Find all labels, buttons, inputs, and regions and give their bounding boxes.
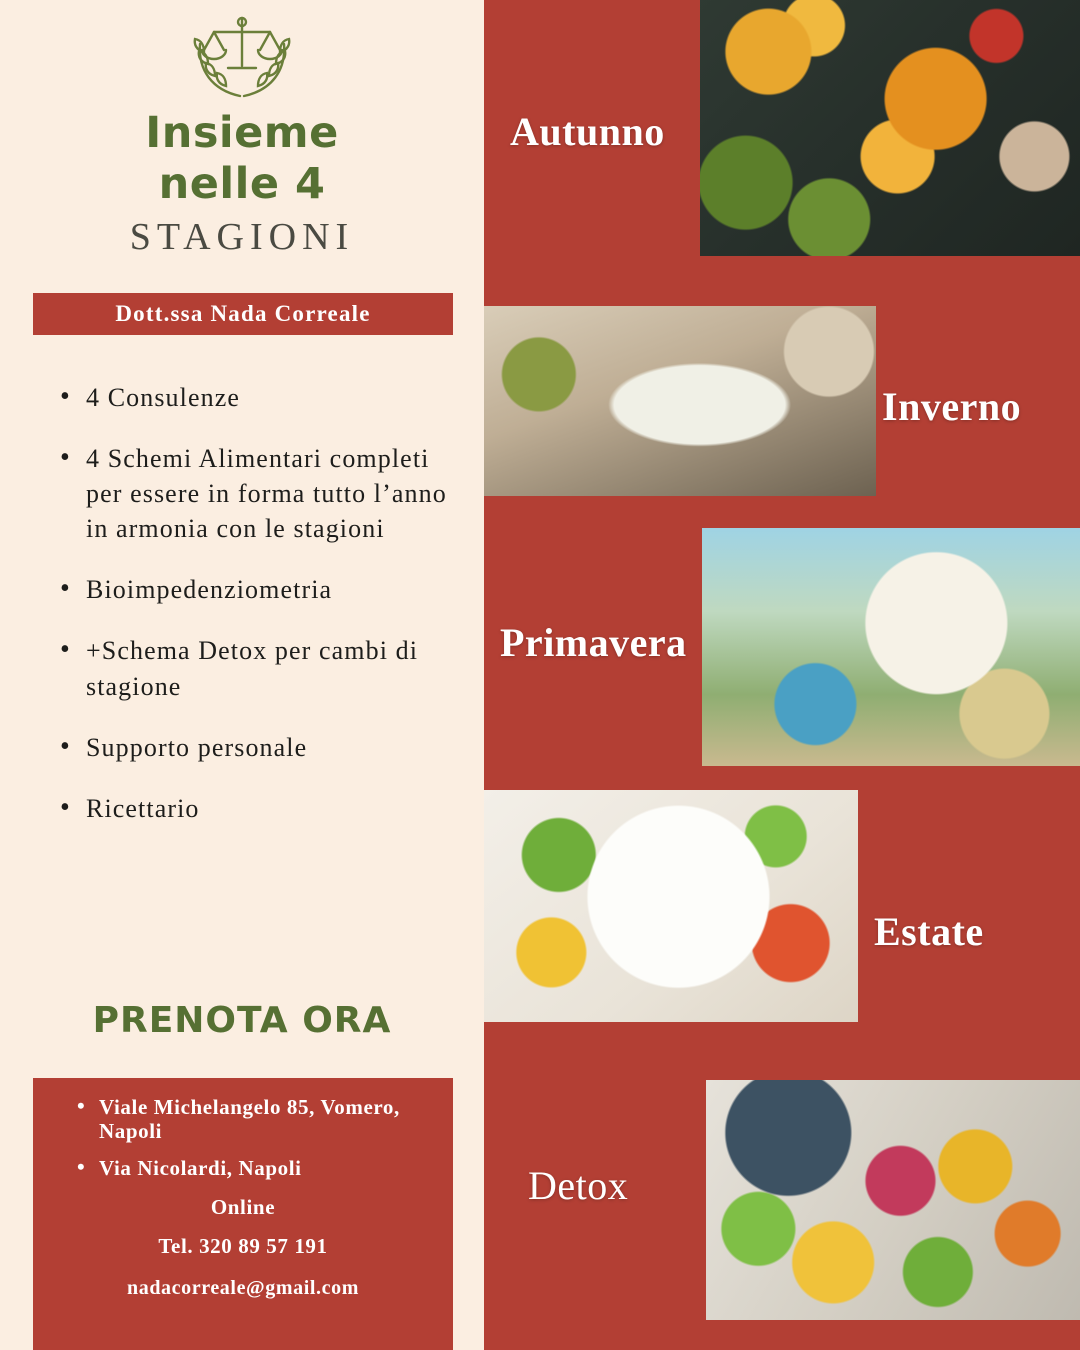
title-line-2: nelle 4	[158, 158, 326, 209]
online-label: Online	[210, 1194, 276, 1219]
list-item: • 4 Schemi Alimentari completi per essere in forma tutto l’anno in armonia con le stagioni	[52, 441, 452, 546]
seasons-panel	[484, 0, 1080, 1350]
doctor-name-banner	[33, 293, 453, 335]
season-label-estate: Estate	[874, 909, 984, 954]
list-item: • Supporto personale	[52, 730, 452, 765]
list-item: • Ricettario	[52, 791, 452, 826]
pumpkin-soup-photo	[484, 306, 876, 496]
page-title	[0, 108, 484, 259]
phone-number[interactable]: Tel. 320 89 57 191	[158, 1233, 328, 1258]
season-label-detox: Detox	[528, 1163, 629, 1208]
doctor-name-label: Dott.ssa Nada Correale	[115, 301, 371, 326]
season-label-autunno: Autunno	[510, 109, 665, 154]
spring-picnic-photo	[702, 528, 1080, 766]
cta-heading: PRENOTA ORA	[92, 1000, 392, 1041]
autumn-vegetables-photo	[700, 0, 1080, 256]
detox-juices-photo	[706, 1080, 1080, 1320]
list-item: • Viale Michelangelo 85, Vomero, Napoli	[67, 1096, 439, 1143]
contact-box	[33, 1078, 453, 1350]
list-item: • 4 Consulenze	[52, 380, 452, 415]
benefits-list	[52, 380, 452, 852]
season-label-primavera: Primavera	[500, 620, 687, 665]
list-item: • Bioimpedenziometria	[52, 572, 452, 607]
title-line-1: Insieme	[145, 108, 339, 158]
email-address[interactable]: nadacorreale@gmail.com	[127, 1276, 359, 1299]
list-item: • Via Nicolardi, Napoli	[67, 1157, 439, 1181]
address-list	[47, 1096, 439, 1181]
summer-fruit-bowl-photo	[484, 790, 858, 1022]
season-label-inverno: Inverno	[882, 384, 1022, 429]
laurel-scales-icon	[0, 8, 484, 105]
info-panel	[0, 0, 484, 1350]
title-line-3: STAGIONI	[129, 216, 355, 259]
list-item: • +Schema Detox per cambi di stagione	[52, 633, 452, 703]
